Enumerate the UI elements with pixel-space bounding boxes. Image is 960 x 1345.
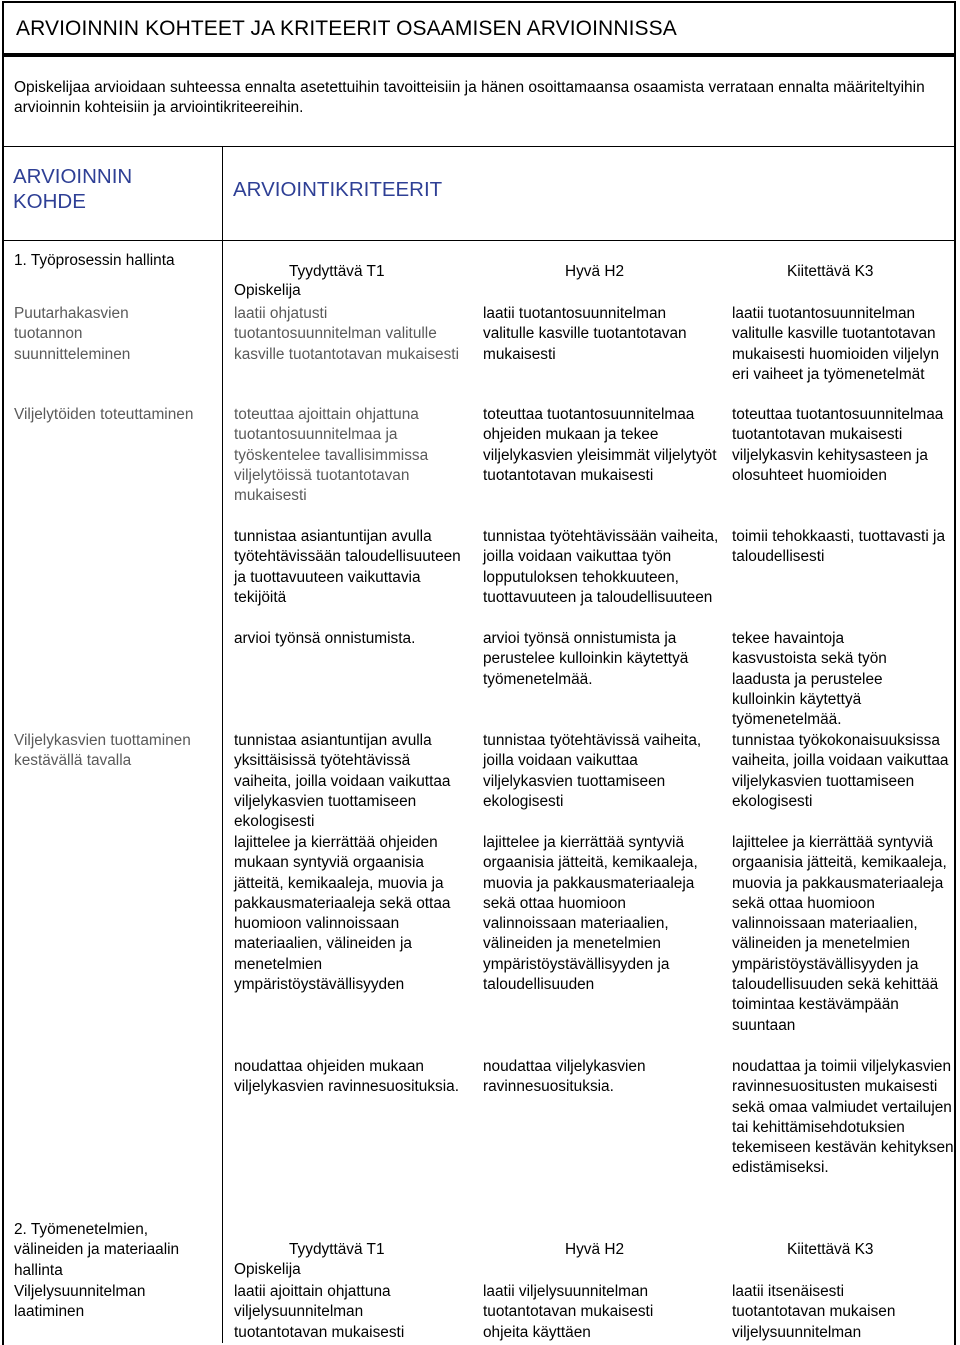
t1-criterion: tunnistaa asiantuntijan avulla yksittäisissä työtehtävissä vaiheita, joilla voidaan vaikuttaa viljelykasvien tuottamiseen ekologisesti: [234, 732, 451, 831]
level-k3-heading: Kiitettävä K3: [787, 1241, 874, 1258]
t1-criterion: laatii ohjatusti tuotantosuunnitelman valitulle kasville tuotantotavan mukaisesti: [234, 305, 459, 363]
h2-criterion: laatii viljelysuunnitelman tuotantotavan mukaisesti ohjeita käyttäen: [483, 1283, 654, 1341]
k3-criterion: tunnistaa työkokonaisuuksissa vaiheita, joilla voidaan vaikuttaa viljelykasvien tuottamiseen ekologisesti: [732, 732, 949, 810]
h2-criterion: tunnistaa työtehtävissä vaiheita, joilla voidaan vaikuttaa viljelykasvien tuottamiseen ekologisesti: [483, 732, 702, 810]
target-item: Viljelytöiden toteuttaminen: [14, 406, 194, 423]
h2-criterion: laatii tuotantosuunnitelman valitulle kasville tuotantotavan mukaisesti: [483, 305, 687, 363]
section2-title: 2. Työmenetelmien, välineiden ja materiaalin hallinta: [14, 1221, 180, 1279]
page-title: ARVIOINNIN KOHTEET JA KRITEERIT OSAAMISEN ARVIOINNISSA: [16, 17, 677, 40]
k3-criterion: tekee havaintoja kasvustoista sekä työn laadusta ja perustelee kulloinkin käytettyä työmenetelmää.: [732, 630, 887, 729]
t1-criterion: toteuttaa ajoittain ohjattuna tuotantosuunnitelmaa ja työskentelee tavallisimmissa viljelytöissä tuotantotavan mukaisesti: [234, 406, 429, 505]
k3-criterion: noudattaa ja toimii viljelykasvien ravinnesuositusten mukaisesti sekä omaa valmiudet vertailujen tai kehittämisehdotuksien tekemiseen kestävän kehityksen edistämiseksi.: [732, 1058, 954, 1177]
level-h2-heading: Hyvä H2: [565, 263, 625, 280]
h2-criterion: arvioi työnsä onnistumista ja perustelee kulloinkin käytettyä työmenetelmää.: [483, 630, 689, 688]
column-divider: [222, 146, 223, 1343]
target-item: Viljelykasvien tuottaminen kestävällä tavalla: [14, 732, 191, 770]
header-top-rule: [4, 146, 954, 147]
header-bottom-rule: [4, 240, 954, 241]
section1-title: 1. Työprosessin hallinta: [14, 252, 175, 269]
h2-criterion: noudattaa viljelykasvien ravinnesuosituksia.: [483, 1058, 646, 1096]
level-h2-heading: Hyvä H2: [565, 1241, 625, 1258]
level-t1-heading: Tyydyttävä T1: [289, 1241, 385, 1258]
k3-criterion: toimii tehokkaasti, tuottavasti ja taloudellisesti: [732, 528, 946, 566]
t1-criterion: lajittelee ja kierrättää ohjeiden mukaan syntyviä orgaanisia jätteitä, kemikaaleja, muovia ja pakkausmateriaaleja sekä ottaa huomioon valinnoissaan materiaalien, välineiden ja menetelmien ympäristöystävällisyyden: [234, 834, 451, 994]
t1-criterion: tunnistaa asiantuntijan avulla työtehtävissään taloudellisuuteen ja tuottavuuteen vaikuttavia tekijöitä: [234, 528, 461, 606]
criteria-header: ARVIOINTIKRITEERIT: [233, 178, 443, 201]
h2-criterion: lajittelee ja kierrättää syntyviä orgaanisia jätteitä, kemikaaleja, muovia ja pakkausmateriaaleja sekä ottaa huomioon valinnoissaan materiaalien, välineiden ja menetelmien ympäristöystävällisyyden ja taloudellisuuden: [483, 834, 698, 994]
target-item: Puutarhakasvien tuotannon suunnitteleminen: [14, 305, 131, 363]
t1-criterion: noudattaa ohjeiden mukaan viljelykasvien ravinnesuosituksia.: [234, 1058, 459, 1096]
h2-criterion: tunnistaa työtehtävissään vaiheita, joilla voidaan vaikuttaa työn lopputuloksen tehokkuuteen, tuottavuuteen ja taloudellisuuteen: [483, 528, 719, 606]
target-header: ARVIOINNIN KOHDE: [13, 165, 133, 213]
t1-criterion: arvioi työnsä onnistumista.: [234, 630, 416, 647]
k3-criterion: laatii tuotantosuunnitelman valitulle kasville tuotantotavan mukaisesti huomioiden viljelyn eri vaiheet ja työmenetelmät: [732, 305, 940, 383]
k3-criterion: laatii itsenäisesti tuotantotavan mukaisen viljelysuunnitelman: [732, 1283, 896, 1341]
t1-criterion: laatii ajoittain ohjattuna viljelysuunnitelman tuotantotavan mukaisesti: [234, 1283, 405, 1341]
k3-criterion: toteuttaa tuotantosuunnitelmaa tuotantotavan mukaisesti viljelykasvin kehitysasteen ja olosuhteet huomioiden: [732, 406, 944, 484]
k3-criterion: lajittelee ja kierrättää syntyviä orgaanisia jätteitä, kemikaaleja, muovia ja pakkausmateriaaleja sekä ottaa huomioon valinnoissaan materiaalien, välineiden ja menetelmien ympäristöystävällisyyden ja taloudellisuuden sekä kehittää toimintaa kestävämpään suuntaan: [732, 834, 947, 1034]
title-box: [2, 1, 956, 55]
target-item: Viljelysuunnitelman laatiminen: [14, 1283, 146, 1321]
level-k3-heading: Kiitettävä K3: [787, 263, 874, 280]
student-label: Opiskelija: [234, 1261, 301, 1278]
level-t1-heading: Tyydyttävä T1: [289, 263, 385, 280]
h2-criterion: toteuttaa tuotantosuunnitelmaa ohjeiden mukaan ja tekee viljelykasvien yleisimmät viljelytyöt tuotantotavan mukaisesti: [483, 406, 717, 484]
intro-text: Opiskelijaa arvioidaan suhteessa ennalta asetettuihin tavoitteisiin ja hänen osoittamaansa osaamista verrataan ennalta määriteltyihin arvioinnin kohteisiin ja arviointikriteereihin.: [14, 79, 925, 116]
student-label: Opiskelija: [234, 282, 301, 299]
